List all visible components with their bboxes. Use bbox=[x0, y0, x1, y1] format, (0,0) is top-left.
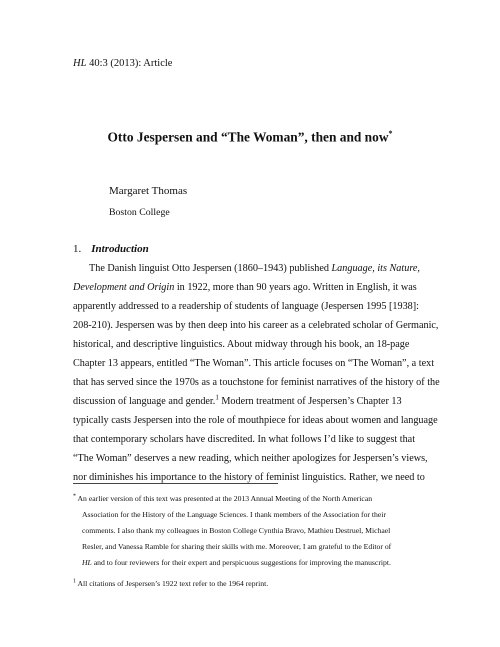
book-title-italic: Language, its Nature, bbox=[331, 263, 420, 274]
body-line bbox=[73, 395, 402, 408]
article-title-text: Otto Jespersen and “The Woman”, then and now bbox=[107, 129, 389, 145]
footnote-1 bbox=[73, 578, 268, 589]
footnote-star-line bbox=[73, 493, 372, 504]
book-title-italic: Development and Origin bbox=[73, 282, 175, 293]
body-line: nor diminishes his importance to the history of feminist linguistics. Rather, we need to bbox=[73, 472, 425, 483]
body-line: historical, and descriptive linguistics. About midway through his book, an 18-page bbox=[73, 339, 410, 350]
section-number: 1. bbox=[73, 243, 82, 255]
body-line bbox=[73, 281, 417, 294]
footnote-star-line bbox=[82, 557, 391, 568]
article-title bbox=[0, 129, 500, 145]
footnote-text: and to four reviewers for their expert and perspicuous suggestions for improving the manuscript. bbox=[91, 558, 391, 567]
body-line: 208-210). Jespersen was by then deep into his career as a celebrated scholar of Germanic, bbox=[73, 320, 439, 331]
body-line: that has served since the 1970s as a touchstone for feminist narratives of the history of the bbox=[73, 377, 440, 388]
footnote-text: All citations of Jespersen’s 1922 text refer to the 1964 reprint. bbox=[76, 579, 269, 588]
journal-volume: 40:3 (2013): Article bbox=[86, 58, 173, 69]
footnote-star-line: Resler, and Vanessa Ramble for sharing their skills with me. Moreover, I am grateful to the Editor of bbox=[82, 542, 392, 551]
body-line: typically casts Jespersen into the role of mouthpiece for ideas about women and language bbox=[73, 415, 438, 426]
footnote-separator bbox=[73, 483, 278, 484]
title-footnote-mark: * bbox=[388, 129, 393, 138]
body-text: Modern treatment of Jespersen’s Chapter 13 bbox=[218, 396, 402, 407]
section-heading bbox=[73, 243, 149, 255]
body-line: Chapter 13 appears, entitled “The Woman”. This article focuses on “The Woman”, a text bbox=[73, 358, 435, 369]
body-line bbox=[89, 262, 420, 275]
section-name: Introduction bbox=[91, 243, 149, 255]
footnote-star-line: Association for the History of the Language Sciences. I thank members of the Association for their bbox=[82, 510, 387, 519]
body-text: The Danish linguist Otto Jespersen (1860–1943) published bbox=[89, 263, 332, 274]
body-text: discussion of language and gender. bbox=[73, 396, 216, 407]
footnote-mark: * bbox=[73, 493, 76, 500]
body-line: “The Woman” deserves a new reading, which neither apologizes for Jespersen’s views, bbox=[73, 453, 428, 464]
footnote-mark: 1 bbox=[73, 578, 76, 585]
footnote-ref-1: 1 bbox=[215, 393, 219, 402]
body-line: that contemporary scholars have discredited. In what follows I’d like to suggest that bbox=[73, 434, 416, 445]
footnote-text: An earlier version of this text was presented at the 2013 Annual Meeting of the North American bbox=[76, 494, 373, 503]
footnote-star-line: comments. I also thank my colleagues in Boston College Cynthia Bravo, Mathieu Destruel, Michael bbox=[82, 526, 391, 535]
journal-citation bbox=[73, 58, 172, 69]
body-text: in 1922, more than 90 years ago. Written in English, it was bbox=[174, 282, 417, 293]
journal-abbrev-italic: HL bbox=[82, 558, 92, 567]
author-name: Margaret Thomas bbox=[109, 185, 188, 197]
journal-abbrev: HL bbox=[73, 58, 87, 69]
author-affiliation: Boston College bbox=[109, 207, 170, 218]
body-line: apparently addressed to a readership of students of language (Jespersen 1995 [1938]: bbox=[73, 301, 419, 312]
